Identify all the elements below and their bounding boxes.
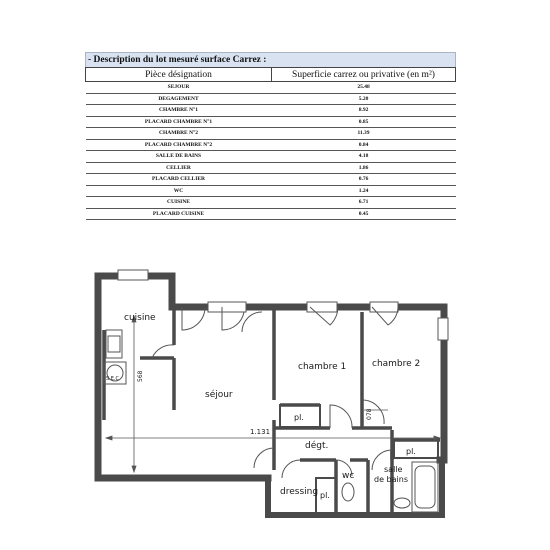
label-degt: dégt. (305, 441, 329, 451)
toilet (342, 483, 354, 501)
cell-piece: CUISINE (86, 197, 272, 209)
cell-superficie: 0.84 (272, 139, 456, 151)
cell-superficie: 6.71 (272, 197, 456, 209)
cell-superficie: 4.18 (272, 151, 456, 163)
room-labels (106, 313, 420, 500)
label-dressing: dressing (280, 487, 319, 497)
cell-superficie: 0.85 (272, 116, 456, 128)
cell-piece: PLACARD CUISINE (86, 208, 272, 220)
cell-piece: CELLIER (86, 162, 272, 174)
cell-piece: CHAMBRE N°1 (86, 105, 272, 117)
kitchen-sink-basin (108, 336, 120, 352)
label-appliance: S.E.C (106, 376, 120, 382)
cell-superficie: 11.39 (272, 128, 456, 140)
dimension-door: 078 (366, 408, 373, 420)
cell-piece: SEJOUR (86, 82, 272, 94)
cell-piece: CHAMBRE N°2 (86, 128, 272, 140)
cell-piece: PLACARD CHAMBRE N°2 (86, 139, 272, 151)
dimension-height: 568 (137, 370, 144, 382)
label-salle-de-bains (374, 465, 408, 484)
label-sejour: séjour (205, 390, 233, 400)
label-chambre2: chambre 2 (372, 359, 421, 369)
table-title: - Description du lot mesuré surface Carrez : (85, 52, 456, 67)
bathtub-inner (415, 466, 435, 508)
header-piece-designation: Pièce désignation (86, 68, 272, 82)
cell-superficie: 1.86 (272, 162, 456, 174)
cell-superficie: 5.20 (272, 93, 456, 105)
label-salle-de-bains-line2: de bains (374, 475, 408, 484)
cell-superficie: 8.92 (272, 105, 456, 117)
cell-superficie: 1.24 (272, 185, 456, 197)
cell-superficie: 0.45 (272, 208, 456, 220)
label-cuisine: cuisine (124, 313, 156, 323)
cell-superficie: 25.48 (272, 82, 456, 94)
header-superficie: Superficie carrez ou privative (en m²) (272, 68, 456, 82)
label-wc: wc (342, 471, 355, 481)
label-placard-1: pl. (294, 413, 304, 422)
label-chambre1: chambre 1 (298, 362, 347, 372)
cell-piece: PLACARD CELLIER (86, 174, 272, 186)
cell-piece: DEGAGEMENT (86, 93, 272, 105)
washbasin (394, 498, 410, 508)
dimension-width: 1.131 (250, 428, 271, 436)
label-placard-2: pl. (406, 447, 416, 456)
cell-piece: PLACARD CHAMBRE N°1 (86, 116, 272, 128)
label-placard-3: pl. (320, 491, 330, 500)
cell-superficie: 0.76 (272, 174, 456, 186)
cell-piece: SALLE DE BAINS (86, 151, 272, 163)
label-salle-de-bains-line1: salle (384, 465, 403, 474)
cell-piece: WC (86, 185, 272, 197)
